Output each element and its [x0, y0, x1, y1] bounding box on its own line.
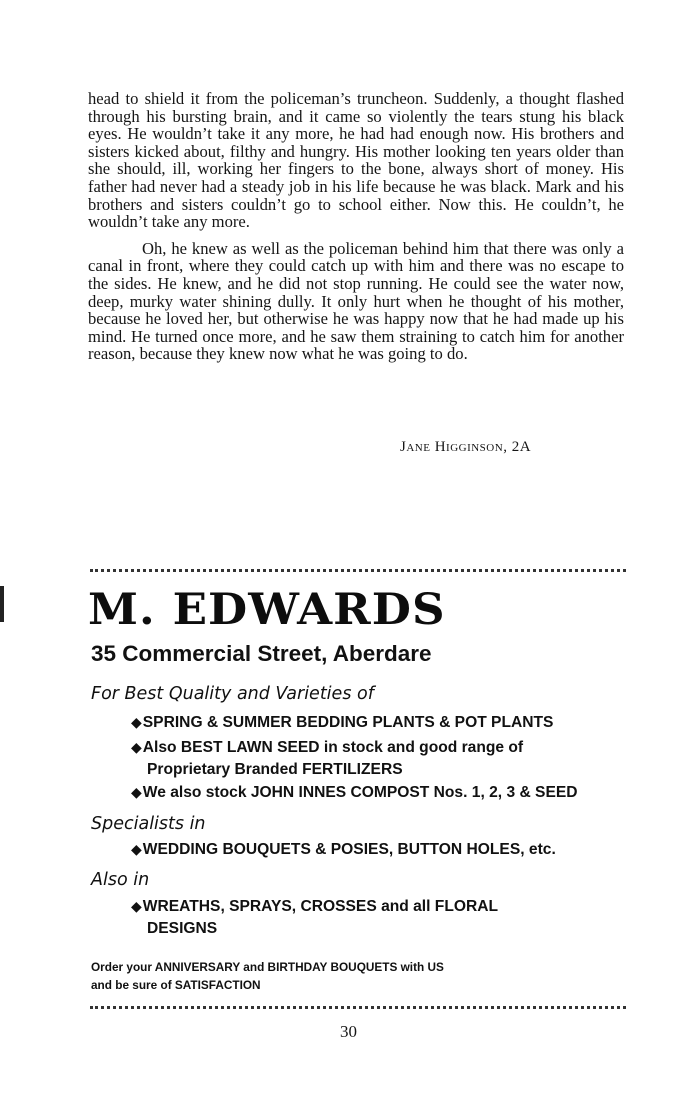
- advert-item-text: We also stock JOHN INNES COMPOST Nos. 1, 2, 3 & SEED: [142, 784, 578, 801]
- dotted-rule-bottom: [90, 1006, 626, 1009]
- story-text: [88, 90, 624, 363]
- story-paragraph-2: Oh, he knew as well as the policeman behind him that there was only a canal in front, where they could catch up with him and there was no escape to the sides. He knew, and he did not stop running. He could see the water now, deep, murky water shining dully. It only hurt when he thought of his mother, because he loved her, but otherwise he was happy now that he had made up his mind. He turned once more, and he saw them straining to catch him for another reason, because they knew now what he was going to do.: [88, 238, 624, 364]
- author-name: Jane Higginson, 2A: [400, 439, 532, 455]
- advert-heading-specialists: Specialists in: [91, 814, 206, 834]
- diamond-bullet-icon: ◆: [131, 841, 142, 857]
- author-credit: [400, 439, 531, 456]
- advert-item-text: SPRING & SUMMER BEDDING PLANTS & POT PLANTS: [142, 714, 554, 731]
- advert-business-name: M. EDWARDS: [88, 585, 446, 635]
- advert-item-bedding-plants: [131, 711, 631, 734]
- page-number: 30: [340, 1022, 357, 1041]
- margin-mark: [0, 586, 4, 622]
- advert-item-text: WEDDING BOUQUETS & POSIES, BUTTON HOLES, etc.: [142, 841, 556, 858]
- advert-item-wreaths: [131, 895, 631, 940]
- advert-item-text: WREATHS, SPRAYS, CROSSES and all FLORAL: [142, 898, 499, 915]
- advert-order-line-1: Order your ANNIVERSARY and BIRTHDAY BOUQUETS with US: [91, 960, 444, 974]
- story-paragraph-1: head to shield it from the policeman’s truncheon. Suddenly, a thought flashed through his bursting brain, and it came so violently the tears stung his black eyes. He wouldn’t take it any more, he had had enough now. His brothers and sisters kicked about, filthy and hungry. His mother looking ten years older than she should, ill, working her fingers to the bone, always short of money. His father had never had a steady job in his life because he was black. Mark and his brothers and sisters couldn’t go to school either. Now this. He couldn’t, he wouldn’t take any more.: [88, 89, 624, 232]
- diamond-bullet-icon: ◆: [131, 739, 142, 755]
- diamond-bullet-icon: ◆: [131, 714, 142, 730]
- advert-item-text-continued: Proprietary Branded FERTILIZERS: [147, 761, 403, 778]
- advert-item-wedding: [131, 838, 631, 861]
- advert-item-text-continued: DESIGNS: [147, 920, 218, 937]
- advert-order-line-2: and be sure of SATISFACTION: [91, 978, 261, 992]
- diamond-bullet-icon: ◆: [131, 784, 142, 800]
- advert-order-note: [91, 958, 511, 994]
- advert-item-compost: [131, 781, 631, 804]
- dotted-rule-top: [90, 569, 626, 572]
- diamond-bullet-icon: ◆: [131, 898, 142, 914]
- advert-heading-quality: For Best Quality and Varieties of: [91, 684, 374, 704]
- advert-item-text: Also BEST LAWN SEED in stock and good range of: [142, 739, 524, 756]
- advert-address: 35 Commercial Street, Aberdare: [91, 641, 432, 666]
- advert-heading-also: Also in: [91, 870, 150, 890]
- advert-item-lawn-seed: [131, 736, 631, 781]
